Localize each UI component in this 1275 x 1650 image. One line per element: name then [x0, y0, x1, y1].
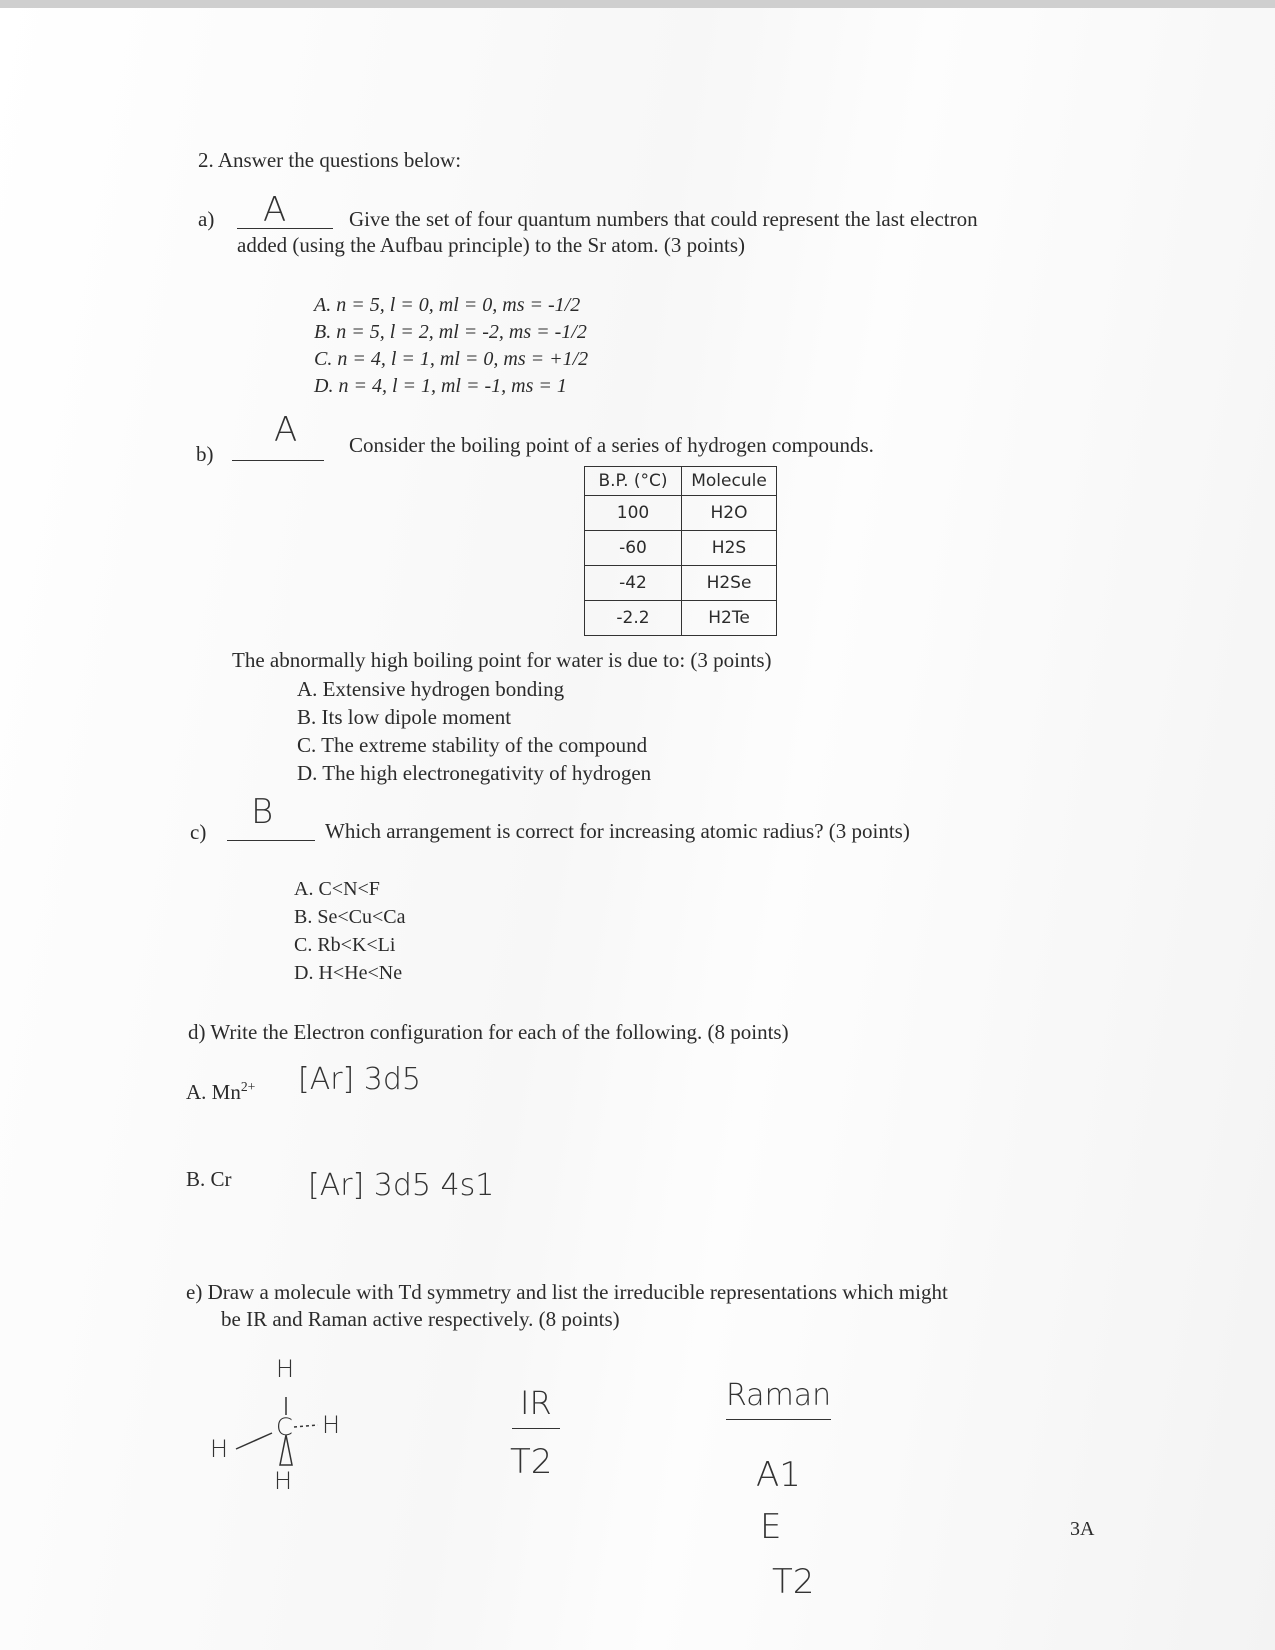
table-row [585, 566, 777, 601]
question-c-choice-b: B. Se<Cu<Ca [294, 906, 406, 928]
page-number: 3A [1070, 1518, 1095, 1540]
table-cell: -2.2 [585, 601, 682, 636]
question-a-answer-blank[interactable] [237, 190, 333, 230]
atom-h-bottom: H [274, 1467, 293, 1495]
table-cell: H2Se [682, 566, 777, 601]
raman-item: T2 [772, 1562, 815, 1602]
section-header: 2. Answer the questions below: [198, 148, 462, 172]
question-b-answer-blank[interactable] [232, 410, 324, 461]
question-c-choice-d: D. H<He<Ne [294, 962, 403, 984]
table-header: B.P. (°C) [585, 467, 682, 496]
td-molecule-drawing [200, 1355, 380, 1535]
question-e-text-2: be IR and Raman active respectively. (8 points) [221, 1307, 620, 1331]
question-d-answer-b: [Ar] 3d5 4s1 [308, 1168, 495, 1203]
question-d-text: d) Write the Electron configuration for each of the following. (8 points) [188, 1020, 789, 1044]
question-d-answer-a: [Ar] 3d5 [298, 1062, 422, 1097]
question-b-prompt: The abnormally high boiling point for water is due to: (3 points) [232, 648, 772, 672]
question-b-choice-c: C. The extreme stability of the compound [297, 733, 648, 757]
question-d-item-b: B. Cr [186, 1167, 232, 1191]
raman-item: A1 [756, 1455, 801, 1495]
question-d-item-a [186, 1079, 255, 1105]
question-a-label: a) [198, 207, 215, 231]
table-cell: H2Te [682, 601, 777, 636]
question-c-answer-blank[interactable] [227, 792, 315, 841]
ir-heading: IR [512, 1384, 560, 1429]
table-cell: H2S [682, 531, 777, 566]
question-b-choice-a: A. Extensive hydrogen bonding [297, 677, 565, 701]
question-a-choice-c: C. n = 4, l = 1, ml = 0, ms = +1/2 [314, 348, 589, 370]
atom-h-right: H [322, 1411, 341, 1439]
question-c-label: c) [190, 820, 207, 844]
question-d-item-a-charge: 2+ [240, 1079, 256, 1094]
question-c-choice-c: C. Rb<K<Li [294, 934, 396, 956]
question-b-answer: A [274, 410, 298, 450]
table-row [585, 601, 777, 636]
boiling-point-table [584, 466, 777, 636]
table-cell: -42 [585, 566, 682, 601]
question-c-choices [294, 875, 405, 987]
raman-heading: Raman [726, 1378, 831, 1420]
question-b-choices [297, 675, 651, 787]
question-a-choices [314, 292, 588, 400]
table-row [585, 496, 777, 531]
atom-c-center: C [276, 1413, 293, 1441]
table-cell: H2O [682, 496, 777, 531]
question-a-text-1: Give the set of four quantum numbers that could represent the last electron [349, 207, 978, 231]
atom-h-left: H [210, 1435, 229, 1463]
question-a-choice-a: A. n = 5, l = 0, ml = 0, ms = -1/2 [314, 294, 581, 316]
table-row [585, 531, 777, 566]
question-b-text: Consider the boiling point of a series of hydrogen compounds. [349, 433, 874, 457]
question-a-answer: A [263, 190, 287, 230]
question-a-text-2: added (using the Aufbau principle) to the Sr atom. (3 points) [237, 233, 745, 257]
table-cell: 100 [585, 496, 682, 531]
question-c-text: Which arrangement is correct for increasing atomic radius? (3 points) [325, 819, 910, 843]
table-cell: -60 [585, 531, 682, 566]
table-header-row [585, 467, 777, 496]
question-b-label: b) [196, 442, 214, 466]
question-b-choice-d: D. The high electronegativity of hydrogen [297, 761, 652, 785]
ir-item: T2 [510, 1442, 553, 1482]
raman-item: E [760, 1507, 782, 1547]
question-a-choice-b: B. n = 5, l = 2, ml = -2, ms = -1/2 [314, 321, 587, 343]
question-a-choice-d: D. n = 4, l = 1, ml = -1, ms = 1 [314, 375, 567, 397]
question-c-answer: B [251, 792, 274, 832]
question-d-item-a-label: A. Mn [186, 1080, 241, 1104]
atom-h-top: H [276, 1355, 295, 1383]
question-b-choice-b: B. Its low dipole moment [297, 705, 512, 729]
question-e-text-1: e) Draw a molecule with Td symmetry and list the irreducible representations which might [186, 1280, 948, 1304]
scan-edge [0, 0, 1275, 8]
question-c-choice-a: A. C<N<F [294, 878, 380, 900]
table-header: Molecule [682, 467, 777, 496]
